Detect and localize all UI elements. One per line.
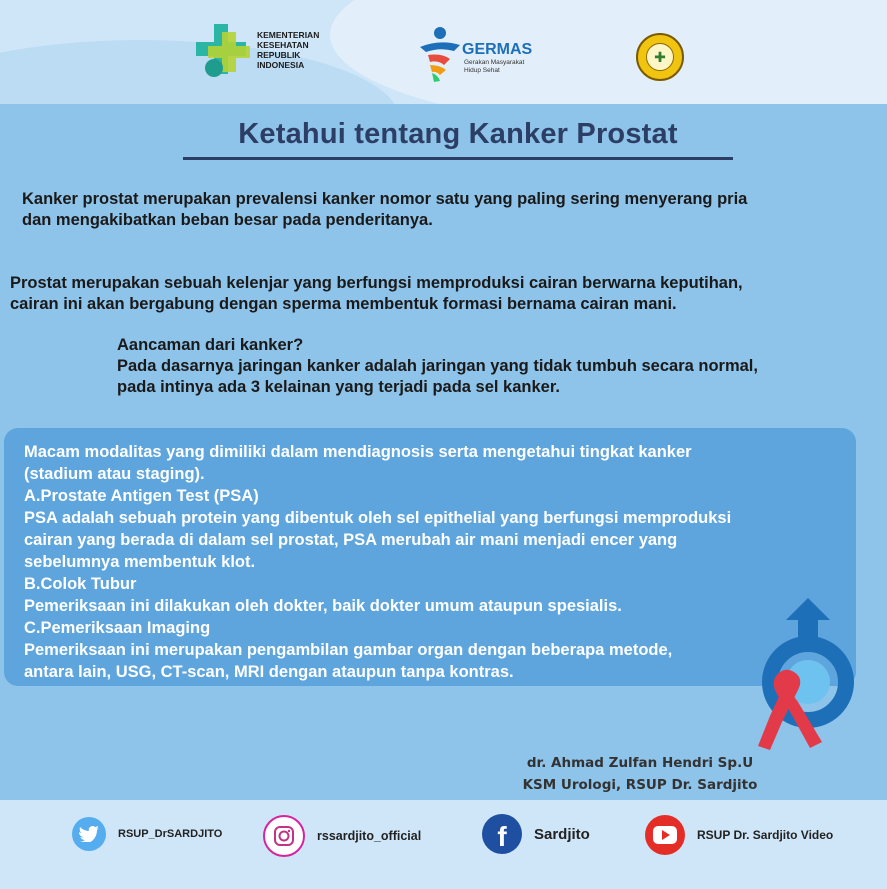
diagnosis-text: Macam modalitas yang dimiliki dalam mendiagnosis serta mengetahui tingkat kanker (stadium atau staging). A.Prostate Antigen Test (PSA) PSA adalah sebuah protein yang dibentuk oleh sel epithelial yang berfungsi memproduksi cairan yang berada di dalam sel prostat, PSA merubah air mani menjadi encer yang sebelumnya membentuk klot. B.Colok Tubur Pemeriksaan ini dilakukan oleh dokter, baik dokter umum ataupun spesialis. C.Pemeriksaan Imaging Pemeriksaan ini merupakan pengambilan gambar organ dengan beberapa metode, antara lain, USG, CT-scan, MRI dengan ataupun tanpa kontras. xyxy=(24,443,732,681)
twitter-icon[interactable] xyxy=(72,817,106,851)
author-unit: KSM Urologi, RSUP Dr. Sardjito xyxy=(522,777,758,793)
header-banner xyxy=(0,0,887,104)
page-title: Ketahui tentang Kanker Prostat xyxy=(183,118,733,160)
prostate-paragraph: Prostat merupakan sebuah kelenjar yang berfungsi memproduksi cairan berwarna keputihan, cairan ini akan bergabung dengan sperma membentuk formasi bernama cairan mani. xyxy=(10,274,743,313)
instagram-handle[interactable]: rssardjito_official xyxy=(317,829,422,843)
facebook-icon[interactable]: f xyxy=(482,814,522,854)
germas-figure-icon xyxy=(418,25,462,83)
twitter-link[interactable] xyxy=(72,817,222,851)
kemenkes-logo xyxy=(192,22,342,84)
instagram-link[interactable] xyxy=(263,815,421,857)
facebook-link[interactable] xyxy=(482,814,590,854)
author-block xyxy=(520,752,760,796)
instagram-icon[interactable] xyxy=(263,815,305,857)
kemenkes-text: KEMENTERIAN KESEHATAN REPUBLIK INDONESIA xyxy=(257,30,320,70)
seal-cross-icon: ✚ xyxy=(646,43,674,71)
germas-title: GERMAS xyxy=(462,41,533,58)
germas-logo xyxy=(418,25,548,83)
germas-subtitle: Gerakan Masyarakat Hidup Sehat xyxy=(464,59,525,74)
youtube-handle[interactable]: RSUP Dr. Sardjito Video xyxy=(697,828,834,842)
facebook-handle[interactable]: Sardjito xyxy=(534,825,590,843)
male-symbol-ribbon-icon xyxy=(748,598,858,768)
youtube-link[interactable] xyxy=(645,815,833,855)
kemenkes-emblem-icon xyxy=(192,22,254,84)
threat-paragraph: Aancaman dari kanker? Pada dasarnya jaringan kanker adalah jaringan yang tidak tumbuh secara normal, pada intinya ada 3 kelainan yang terjadi pada sel kanker. xyxy=(117,336,758,396)
youtube-icon[interactable] xyxy=(645,815,685,855)
rsup-seal-logo xyxy=(636,33,684,81)
author-name: dr. Ahmad Zulfan Hendri Sp.U xyxy=(526,755,754,771)
twitter-handle[interactable]: RSUP_DrSARDJITO xyxy=(118,828,223,840)
header-wave xyxy=(330,0,887,104)
intro-paragraph: Kanker prostat merupakan prevalensi kanker nomor satu yang paling sering menyerang pria dan mengakibatkan beban besar pada penderitanya. xyxy=(22,190,748,229)
